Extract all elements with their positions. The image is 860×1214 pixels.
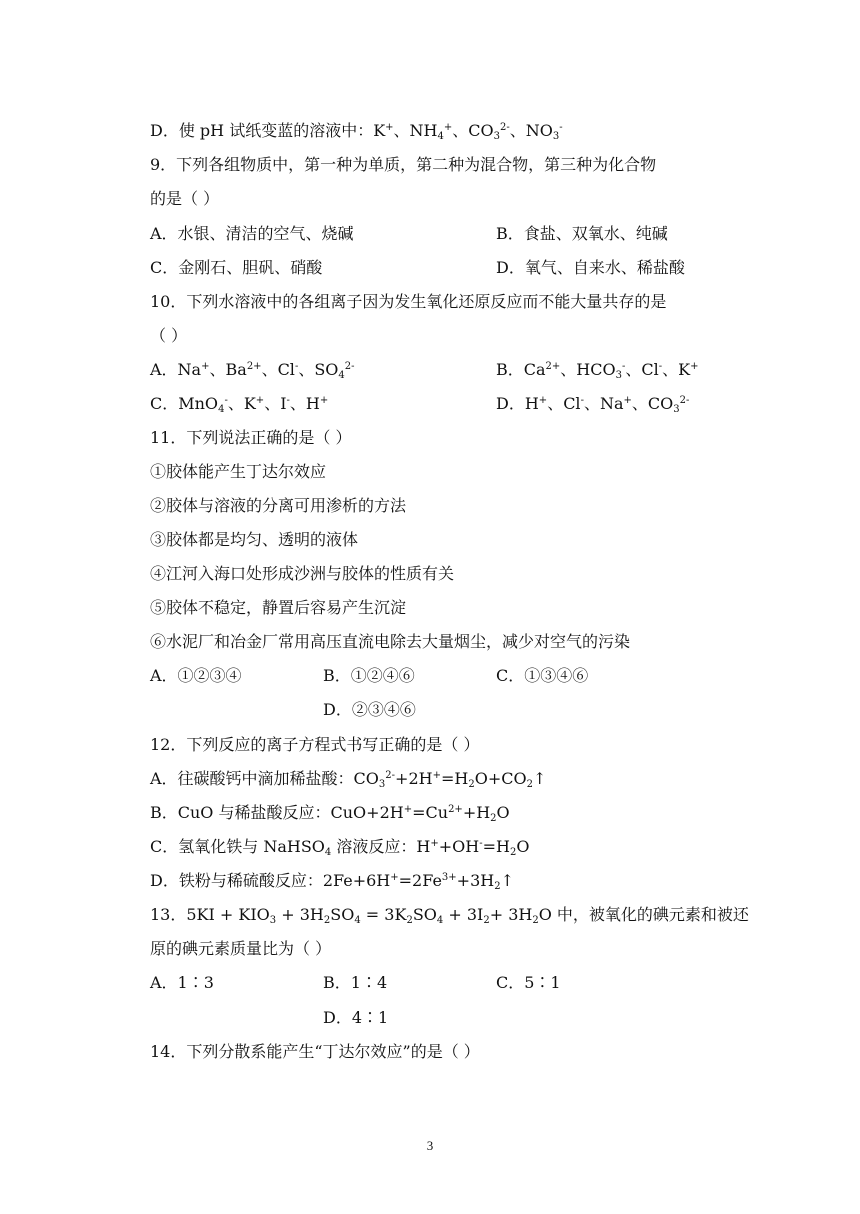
- superscript: +: [385, 122, 394, 133]
- q12-option-d: [150, 871, 514, 891]
- formula-text: A．往碳酸钙中滴加稀盐酸：CO: [150, 769, 379, 788]
- q8-option-d-text: D．使 pH 试纸变蓝的溶液中：: [150, 121, 374, 140]
- q13-stem-line2: 原的碘元素质量比为（ ）: [150, 939, 332, 958]
- ion-text: D．H: [496, 394, 539, 413]
- gas-arrow-icon: ↑: [532, 769, 547, 788]
- formula-text: +H: [462, 803, 491, 822]
- q10-stem-line1: 10．下列水溶液中的各组离子因为发生氧化还原反应而不能大量共存的是: [150, 292, 667, 311]
- superscript: +: [443, 122, 453, 133]
- subscript: 4: [338, 370, 345, 381]
- q13-option-b: B．1∶4: [323, 973, 388, 992]
- q11-option-d: D．②③④⑥: [323, 700, 416, 719]
- formula-text: 13．5KI + KIO: [150, 905, 270, 924]
- superscript: +: [201, 361, 210, 372]
- q11-statement: ④江河入海口处形成沙洲与胶体的性质有关: [150, 564, 455, 583]
- ion-text: 、HCO: [560, 360, 616, 379]
- q9-option-c: C．金刚石、胆矾、硝酸: [150, 258, 323, 277]
- superscript: 2+: [545, 361, 561, 372]
- subscript: 4: [437, 131, 444, 142]
- formula-text: + 3H: [489, 905, 533, 924]
- ion-text: 、Cl: [547, 394, 581, 413]
- formula-text: +2H: [395, 769, 433, 788]
- formula-text: B．CuO 与稀盐酸反应：CuO+2H: [150, 803, 404, 822]
- subscript: 3: [269, 915, 277, 926]
- superscript: -: [580, 395, 584, 406]
- q13-stem-line1: [150, 905, 749, 925]
- subscript: 2: [490, 813, 497, 824]
- ion-text: 、SO: [298, 360, 339, 379]
- q12-option-a: [150, 769, 546, 789]
- subscript: 2: [323, 915, 331, 926]
- formula-text: + 3H: [276, 905, 324, 924]
- subscript: 3: [673, 404, 680, 415]
- q13-option-d: D．4∶1: [323, 1008, 389, 1027]
- ion-text: 、Cl: [261, 360, 295, 379]
- subscript: 3: [493, 131, 501, 142]
- q11-option-b: B．①②④⑥: [323, 666, 415, 685]
- subscript: 2: [526, 779, 533, 790]
- ion-text: C．MnO: [150, 394, 219, 413]
- formula-text: C．氢氧化铁与 NaHSO: [150, 837, 325, 856]
- superscript: 3+: [441, 872, 457, 883]
- ion-text: 、Cl: [625, 360, 659, 379]
- ion-text: 、CO: [452, 121, 494, 140]
- formula-text: + 3I: [443, 905, 484, 924]
- superscript: -: [286, 395, 290, 406]
- page-number: 3: [426, 1138, 434, 1153]
- formula-text: O+CO: [474, 769, 527, 788]
- subscript: 4: [354, 915, 361, 926]
- ion-text: A．Na: [150, 360, 202, 379]
- superscript: -: [559, 122, 563, 133]
- superscript: +: [255, 395, 265, 406]
- formula-text: +OH: [438, 837, 480, 856]
- q13-option-a: A．1∶3: [150, 973, 214, 992]
- q11-stem: 11．下列说法正确的是（ ）: [150, 428, 352, 447]
- q9-stem-line2: 的是（ ）: [150, 189, 220, 208]
- subscript: 4: [436, 915, 444, 926]
- formula-text: O 中，被氧化的碘元素和被还: [538, 905, 749, 924]
- ion-text: 、CO: [631, 394, 674, 413]
- ion-text: 、Na: [583, 394, 624, 413]
- superscript: +: [690, 361, 699, 372]
- formula-text: O: [516, 837, 530, 856]
- q10-option-d: [496, 394, 689, 414]
- subscript: 4: [218, 404, 225, 415]
- superscript: -: [294, 361, 299, 372]
- q11-statement: ②胶体与溶液的分离可用渗析的方法: [150, 496, 407, 515]
- superscript: -: [479, 838, 483, 849]
- q9-option-d: D．氧气、自来水、稀盐酸: [496, 258, 685, 277]
- superscript: 2-: [344, 361, 355, 372]
- superscript: -: [622, 361, 626, 372]
- q12-option-c: [150, 837, 529, 857]
- q11-statement: ⑥水泥厂和冶金厂常用高压直流电除去大量烟尘，减少对空气的污染: [150, 632, 631, 651]
- superscript: 2-: [679, 395, 690, 406]
- q12-option-b: [150, 803, 510, 823]
- q9-option-a: A．水银、清洁的空气、烧碱: [150, 224, 354, 243]
- q12-stem: 12．下列反应的离子方程式书写正确的是（ ）: [150, 735, 480, 754]
- formula-text: =H: [482, 837, 510, 856]
- subscript: 2: [509, 847, 517, 858]
- formula-text: = 3K: [360, 905, 407, 924]
- superscript: 2+: [448, 804, 463, 815]
- ion-text: 、I: [264, 394, 287, 413]
- superscript: -: [224, 395, 228, 406]
- subscript: 2: [406, 915, 413, 926]
- formula-text: =H: [440, 769, 469, 788]
- subscript: 3: [378, 779, 386, 790]
- subscript: 2: [468, 779, 475, 790]
- subscript: 4: [324, 847, 332, 858]
- formula-text: D．铁粉与稀硫酸反应：2Fe+6H: [150, 871, 391, 890]
- formula-text: 溶液反应：H: [331, 837, 431, 856]
- superscript: +: [432, 770, 441, 781]
- ion-text: 、Ba: [209, 360, 247, 379]
- superscript: +: [430, 838, 439, 849]
- q11-statement: ⑤胶体不稳定，静置后容易产生沉淀: [150, 598, 407, 617]
- ion-text: B．Ca: [496, 360, 546, 379]
- formula-text: SO: [412, 905, 437, 924]
- q11-statement: ①胶体能产生丁达尔效应: [150, 462, 327, 481]
- superscript: -: [658, 361, 663, 372]
- formula-text: =Cu: [412, 803, 449, 822]
- superscript: +: [538, 395, 548, 406]
- subscript: 2: [483, 915, 490, 926]
- superscript: +: [623, 395, 632, 406]
- q8-option-d: [150, 121, 563, 141]
- formula-text: O: [496, 803, 510, 822]
- q14-stem: 14．下列分散系能产生“丁达尔效应”的是（ ）: [150, 1042, 480, 1061]
- subscript: 3: [615, 370, 622, 381]
- ion-text: 、NH: [393, 121, 438, 140]
- ion-text: 、NO: [509, 121, 553, 140]
- q11-option-a: A．①②③④: [150, 666, 242, 685]
- subscript: 2: [494, 881, 501, 892]
- superscript: 2+: [246, 361, 262, 372]
- q11-statement: ③胶体都是均匀、透明的液体: [150, 530, 359, 549]
- q13-option-c: C．5∶1: [496, 973, 561, 992]
- formula-text: SO: [330, 905, 355, 924]
- superscript: 2-: [500, 122, 510, 133]
- formula-text: =2Fe: [398, 871, 442, 890]
- superscript: +: [319, 395, 329, 406]
- ion-text: 、K: [662, 360, 691, 379]
- ion-text: 、H: [289, 394, 320, 413]
- q9-option-b: B．食盐、双氧水、纯碱: [496, 224, 668, 243]
- q10-option-b: [496, 360, 699, 380]
- gas-arrow-icon: ↑: [500, 871, 514, 890]
- q10-option-c: [150, 394, 328, 414]
- formula-text: +3H: [456, 871, 495, 890]
- superscript: 2-: [385, 770, 396, 781]
- ion-text: K: [373, 121, 386, 140]
- superscript: +: [403, 804, 413, 815]
- q11-option-c: C．①③④⑥: [496, 666, 589, 685]
- subscript: 2: [532, 915, 539, 926]
- q10-stem-line2: （ ）: [150, 326, 188, 345]
- ion-text: 、K: [227, 394, 256, 413]
- subscript: 3: [552, 131, 560, 142]
- superscript: +: [390, 872, 399, 883]
- q10-option-a: [150, 360, 355, 380]
- q9-stem-line1: 9．下列各组物质中，第一种为单质，第二种为混合物，第三种为化合物: [150, 155, 657, 174]
